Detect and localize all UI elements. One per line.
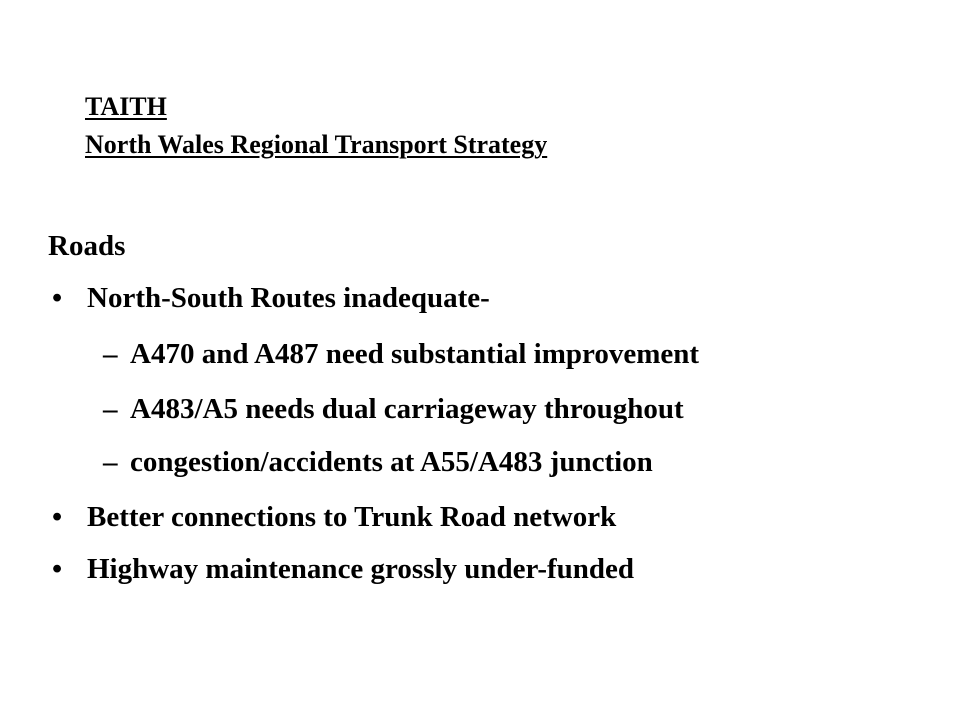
sub-bullet-item (0, 334, 960, 374)
sub-bullet-text: A470 and A487 need substantial improvement (130, 338, 700, 370)
bullet-text: Highway maintenance grossly under-funded (87, 553, 635, 585)
section-heading: Roads (48, 230, 126, 262)
sub-bullet-item (0, 389, 960, 429)
title-line-strategy: North Wales Regional Transport Strategy (85, 130, 548, 159)
bullet-text: North-South Routes inadequate- (87, 282, 490, 314)
sub-bullet-text: congestion/accidents at A55/A483 junction (130, 446, 653, 478)
bullet-item (0, 278, 960, 318)
bullet-marker: • (52, 553, 63, 585)
bullet-text: Better connections to Trunk Road network (87, 501, 617, 533)
slide-title (85, 88, 547, 164)
bullet-marker: • (52, 282, 63, 314)
sub-bullet-text: A483/A5 needs dual carriageway throughout (130, 393, 684, 425)
dash-marker: – (103, 338, 118, 370)
bullet-marker: • (52, 501, 63, 533)
bullet-item (0, 549, 960, 589)
bullet-item (0, 497, 960, 537)
title-line-taith: TAITH (85, 92, 167, 121)
sub-bullet-item (0, 442, 960, 482)
dash-marker: – (103, 446, 118, 478)
dash-marker: – (103, 393, 118, 425)
